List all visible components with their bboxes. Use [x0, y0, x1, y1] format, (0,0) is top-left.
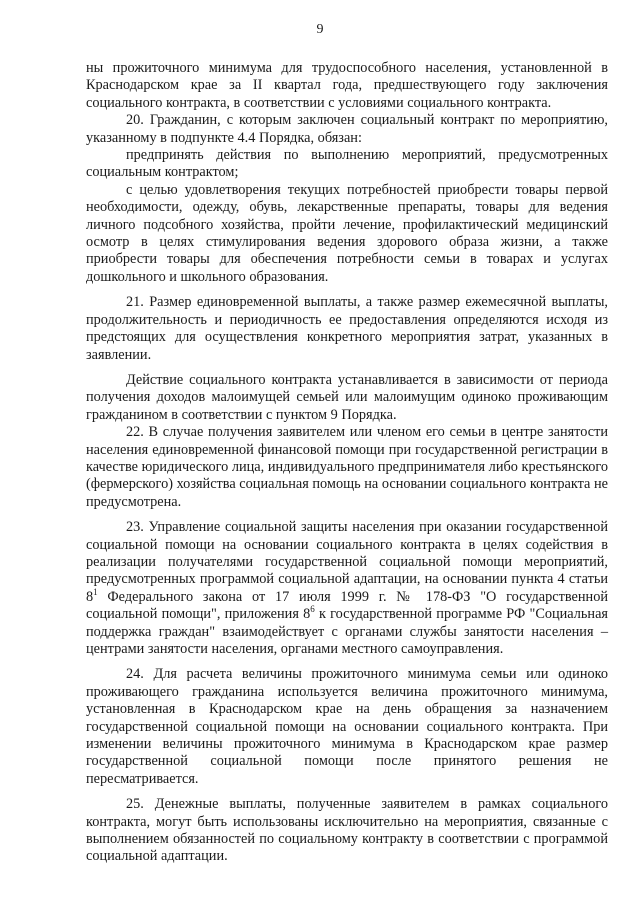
paragraph-24: 24. Для расчета величины прожиточного минимума семьи или одиноко проживающего гражданина используется величина прожиточного минимума, установленная в Краснодарском крае на день обращения за назначением государственной социальной помощи на основании социального контракта. При изменении величины прожиточного минимума в Краснодарском крае размер государственной социальной помощи после принятого решения не пересматривается.	[86, 666, 608, 787]
paragraph-22: 22. В случае получения заявителем или членом его семьи в центре занятости населения единовременной финансовой помощи при государственной регистрации в качестве юридического лица, индивидуального предпринимателя либо крестьянского (фермерского) хозяйства социальная помощь на основании социального контракта не предусмотрена.	[86, 424, 608, 510]
paragraph-23-part2: Федерального закона от 17 июля 1999 г. № 178-ФЗ "О государственной социальной помощи", приложения 8	[86, 588, 608, 623]
paragraph-23	[86, 519, 608, 658]
page-number: 9	[316, 22, 324, 37]
paragraph-21: 21. Размер единовременной выплаты, а также размер ежемесячной выплаты, продолжительность и периодичность ее предоставления определяются исходя из предстоящих для осуществления конкретного мероприятия затрат, указанных в заявлении.	[86, 294, 608, 363]
paragraph-25: 25. Денежные выплаты, полученные заявителем в рамках социального контракта, могут быть использованы исключительно на мероприятия, связанные с выполнением обязанностей по социальному контракту в соответствии с программой социальной адаптации.	[86, 796, 608, 865]
superscript-6: 6	[310, 604, 315, 615]
paragraph-21-contract-term: Действие социального контракта устанавливается в зависимости от периода получения доходов малоимущей семьей или малоимущим одиноко проживающим гражданином в соответствии с пунктом 9 Порядка.	[86, 371, 608, 423]
paragraph-20-obligation-2: с целью удовлетворения текущих потребностей приобрести товары первой необходимости, одежду, обувь, лекарственные препараты, товары для ведения личного подсобного хозяйства, пройти лечение, профилактический медицинский осмотр в целях стимулирования ведения здорового образа жизни, а также приобрести товары для обеспечения потребности семьи в товарах и услугах дошкольного и школьного образования.	[86, 181, 608, 285]
paragraph-23-part1: 23. Управление социальной защиты населения при оказании государственной социальной помощи на основании социального контракта в целях содействия в реализации получателями государственной социальной помощи мероприятий, предусмотренных программой социальной адаптации, на основании пункта 4 статьи 8	[86, 519, 608, 605]
document-body	[86, 60, 608, 866]
paragraph-20-obligation-1: предпринять действия по выполнению мероприятий, предусмотренных социальным контрактом;	[86, 147, 608, 181]
paragraph-23-part3: к государственной программе РФ "Социальная поддержка граждан" взаимодействует с органами службы занятости населения – центрами занятости населения, органами местного самоуправления.	[86, 606, 609, 657]
paragraph-continuation: ны прожиточного минимума для трудоспособного населения, установленной в Краснодарском крае за II квартал года, предшествующего году заключения социального контракта, в соответствии с условиями социального контракта.	[86, 60, 608, 111]
superscript-1: 1	[93, 587, 98, 598]
paragraph-20: 20. Гражданин, с которым заключен социальный контракт по мероприятию, указанному в подпункте 4.4 Порядка, обязан:	[86, 112, 608, 146]
